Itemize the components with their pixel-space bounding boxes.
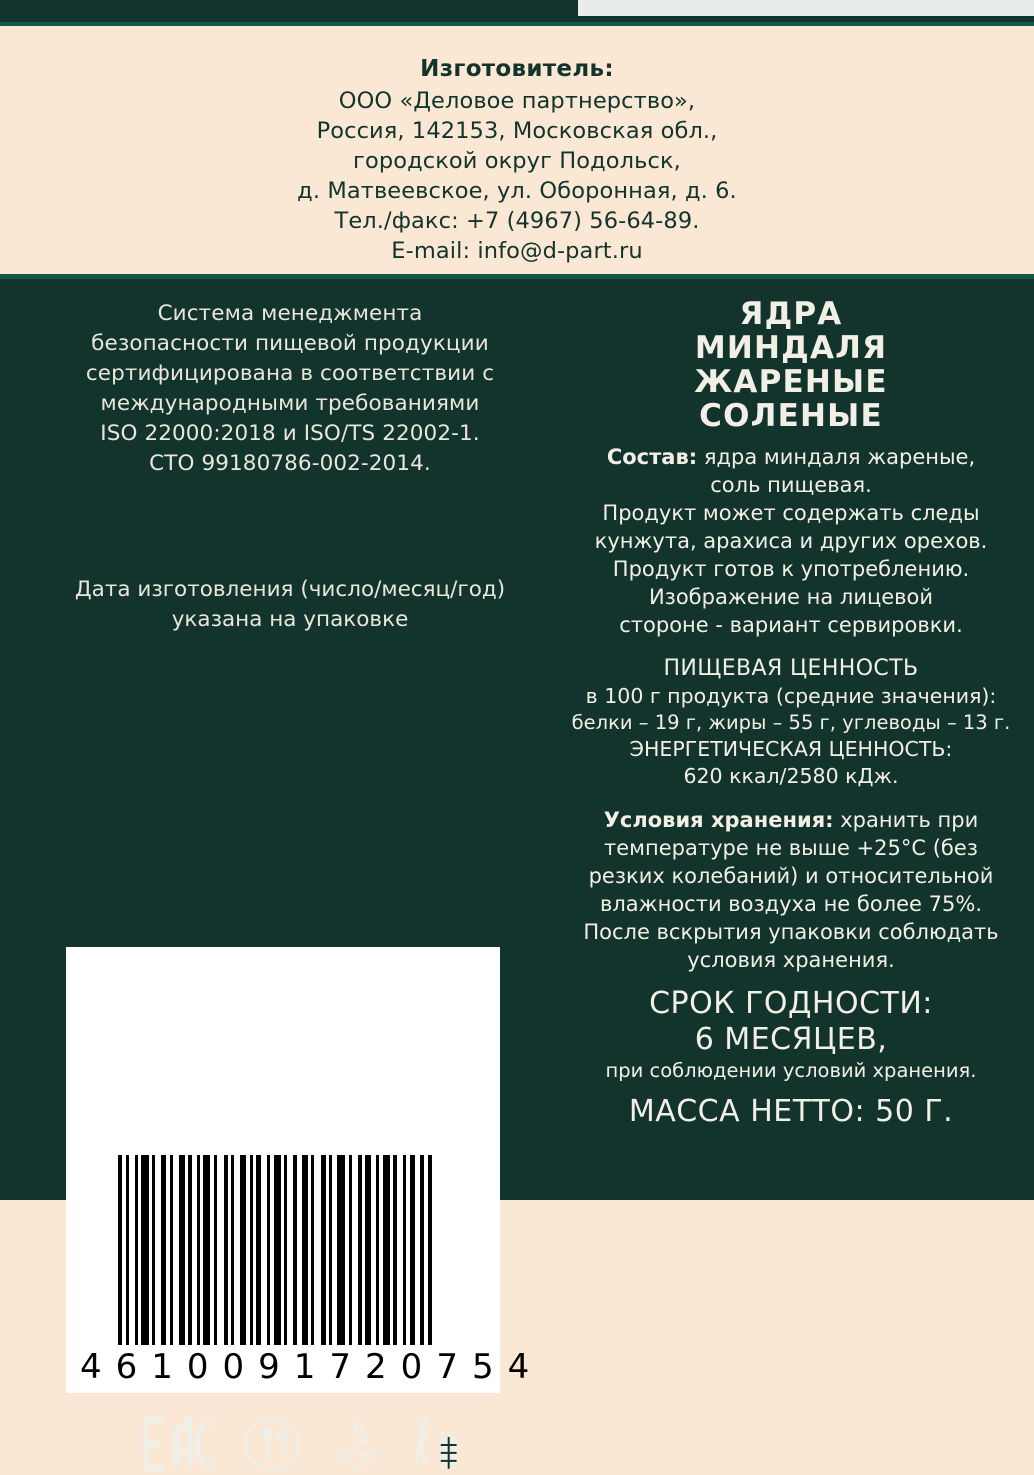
food-safe-glass-fork-icon: [243, 1415, 301, 1473]
production-date-line-1: Дата изготовления (число/месяц/год): [74, 577, 506, 602]
product-title-line-4: СОЛЕНЫЕ: [699, 398, 883, 434]
composition-note-1: Продукт может содержать следы: [602, 501, 980, 525]
dark-panel: [0, 279, 1034, 1474]
composition-note-2: кунжута, арахиса и других орехов.: [594, 529, 988, 553]
right-column: [560, 297, 1022, 1129]
product-title: [560, 297, 1022, 433]
certification-line-5: ISO 22000:2018 и ISO/TS 22002-1.: [100, 421, 480, 446]
composition-label: Состав:: [606, 445, 698, 469]
storage-value: хранить при: [833, 808, 979, 832]
certification-line-2: безопасности пищевой продукции: [91, 331, 489, 356]
nutrition-subheading: в 100 г продукта (средние значения):: [585, 684, 997, 708]
composition-note-5: стороне - вариант сервировки.: [619, 613, 963, 637]
manufacturer-block: [0, 26, 1034, 274]
energy-value: 620 ккал/2580 кДж.: [683, 764, 899, 788]
left-column: [30, 299, 550, 635]
manufacturer-line-1: ООО «Деловое партнерство»,: [338, 88, 696, 114]
production-date-line-2: указана на упаковке: [171, 607, 409, 632]
production-date-text: [30, 575, 550, 635]
manufacturer-email: E-mail: info@d-part.ru: [391, 238, 643, 264]
composition-note-4: Изображение на лицевой: [648, 585, 934, 609]
storage-line-6: условия хранения.: [687, 948, 895, 972]
recycle-pp-icon: [327, 1414, 385, 1474]
keep-clean-bin-icon: [410, 1415, 460, 1473]
certification-line-1: Система менеджмента: [157, 301, 423, 326]
storage-line-1: [560, 806, 1022, 834]
barcode-bars: [118, 1155, 456, 1345]
manufacturer-title: Изготовитель:: [420, 56, 614, 82]
certification-line-4: международными требованиями: [100, 391, 480, 416]
composition-value: ядра миндаля жареные,: [697, 445, 976, 469]
top-strip: [0, 0, 1034, 22]
certification-line-3: сертифицирована в соответствии с: [85, 361, 495, 386]
product-title-line-3: ЖАРЕНЫЕ: [694, 364, 888, 400]
marks-row: [140, 1413, 460, 1475]
barcode-number: 4610091720754: [80, 1347, 544, 1387]
nutrition-values: белки – 19 г, жиры – 55 г, углеводы – 13 г.: [571, 711, 1011, 734]
storage-line-4: влажности воздуха не более 75%.: [600, 892, 982, 916]
recycle-label-text: PP: [349, 1461, 363, 1474]
certification-text: [30, 299, 550, 479]
manufacturer-phone: Тел./факс: +7 (4967) 56-64-89.: [334, 208, 700, 234]
nutrition-heading: ПИЩЕВАЯ ЦЕННОСТЬ: [663, 656, 919, 681]
shelf-life-line-1: СРОК ГОДНОСТИ:: [649, 986, 933, 1021]
manufacturer-line-4: д. Матвеевское, ул. Оборонная, д. 6.: [297, 178, 737, 204]
certification-line-6: СТО 99180786-002-2014.: [149, 451, 431, 476]
shelf-life-line-2: 6 МЕСЯЦЕВ,: [694, 1022, 888, 1057]
manufacturer-line-2: Россия, 142153, Московская обл.,: [316, 118, 718, 144]
shelf-life-note: при соблюдении условий хранения.: [605, 1059, 977, 1082]
composition-note-3: Продукт готов к употреблению.: [612, 557, 970, 581]
manufacturer-line-3: городской округ Подольск,: [353, 148, 681, 174]
storage-line-3: резких колебаний) и относительной: [588, 864, 994, 888]
energy-heading: ЭНЕРГЕТИЧЕСКАЯ ЦЕННОСТЬ:: [629, 737, 953, 761]
top-light-band: [578, 0, 1034, 16]
storage-line-5: После вскрытия упаковки соблюдать: [583, 920, 999, 944]
storage-line-2: температуре не выше +25°С (без: [604, 836, 978, 860]
composition-block: [560, 443, 1022, 639]
eac-icon: [140, 1416, 217, 1472]
storage-label: Условия хранения:: [603, 808, 834, 832]
product-title-line-2: МИНДАЛЯ: [694, 330, 888, 366]
net-weight: МАССА НЕТТО: 50 Г.: [628, 1094, 954, 1129]
composition-line-2: соль пищевая.: [710, 473, 872, 497]
storage-block: [560, 806, 1022, 974]
recycle-code-text: 5: [351, 1442, 360, 1458]
shelf-life-block: [560, 986, 1022, 1058]
product-title-line-1: ЯДРА: [739, 296, 843, 332]
composition-line-1: [560, 443, 1022, 471]
